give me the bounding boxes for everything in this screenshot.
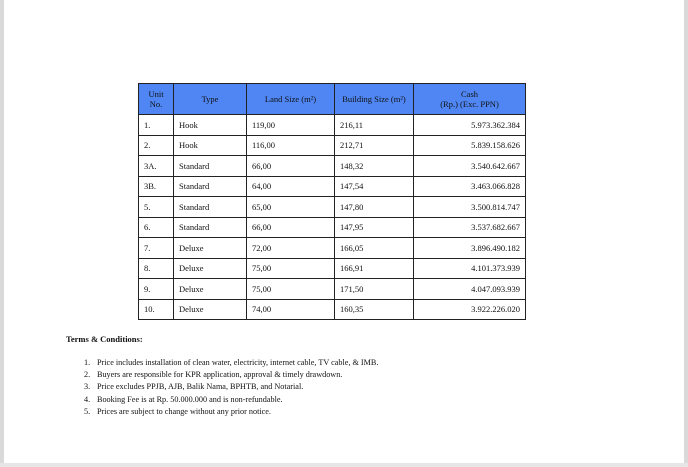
page-edge-right <box>684 0 688 467</box>
terms-item <box>84 394 378 406</box>
page-edge-left <box>0 0 4 467</box>
table-row <box>139 238 526 259</box>
land-size-cell: 64,00 <box>247 176 335 197</box>
type-cell: Deluxe <box>174 258 247 279</box>
header-row <box>139 84 526 115</box>
table-row <box>139 279 526 300</box>
header-cash-label: Cash (Rp.) (Exc. PPN) <box>440 89 499 109</box>
unit-no-cell: 3A. <box>139 156 174 177</box>
land-size-cell: 74,00 <box>247 299 335 320</box>
cash-price-cell: 3.463.066.828 <box>414 176 526 197</box>
terms-item <box>84 406 378 418</box>
land-size-cell: 75,00 <box>247 258 335 279</box>
cash-price-cell: 4.101.373.939 <box>414 258 526 279</box>
land-size-cell: 72,00 <box>247 238 335 259</box>
type-cell: Hook <box>174 115 247 136</box>
cash-price-cell: 3.540.642.667 <box>414 156 526 177</box>
terms-item-number: 3. <box>84 382 91 392</box>
table-body <box>139 115 526 320</box>
header-land-size: Land Size (m²) <box>247 84 335 115</box>
type-cell: Standard <box>174 197 247 218</box>
building-size-cell: 147,54 <box>335 176 414 197</box>
header-type: Type <box>174 84 247 115</box>
cash-price-cell: 4.047.093.939 <box>414 279 526 300</box>
unit-no-cell: 8. <box>139 258 174 279</box>
terms-list <box>84 357 378 418</box>
land-size-cell: 66,00 <box>247 217 335 238</box>
cash-price-cell: 3.922.226.020 <box>414 299 526 320</box>
terms-item <box>84 369 378 381</box>
terms-item-number: 4. <box>84 394 91 404</box>
table-row <box>139 135 526 156</box>
type-cell: Standard <box>174 217 247 238</box>
land-size-cell: 66,00 <box>247 156 335 177</box>
unit-no-cell: 6. <box>139 217 174 238</box>
type-cell: Deluxe <box>174 279 247 300</box>
land-size-cell: 75,00 <box>247 279 335 300</box>
building-size-cell: 216,11 <box>335 115 414 136</box>
cash-price-cell: 5.973.362.384 <box>414 115 526 136</box>
table-row <box>139 217 526 238</box>
terms-item-number: 2. <box>84 370 91 380</box>
table-row <box>139 299 526 320</box>
unit-no-cell: 1. <box>139 115 174 136</box>
table-row <box>139 115 526 136</box>
building-size-cell: 147,95 <box>335 217 414 238</box>
terms-item-text: Booking Fee is at Rp. 50.000.000 and is non-refundable. <box>97 394 283 404</box>
cash-price-cell: 3.896.490.182 <box>414 238 526 259</box>
table-row <box>139 258 526 279</box>
type-cell: Standard <box>174 176 247 197</box>
unit-no-cell: 3B. <box>139 176 174 197</box>
terms-item-text: Price includes installation of clean water, electricity, internet cable, TV cable, & IMB. <box>97 358 379 367</box>
terms-item-text: Buyers are responsible for KPR application, approval & timely drawdown. <box>97 370 343 380</box>
building-size-cell: 147,80 <box>335 197 414 218</box>
land-size-cell: 119,00 <box>247 115 335 136</box>
unit-no-cell: 10. <box>139 299 174 320</box>
building-size-cell: 212,71 <box>335 135 414 156</box>
terms-item <box>84 381 378 393</box>
terms-item-text: Price excludes PPJB, AJB, Balik Nama, BPHTB, and Notarial. <box>97 382 304 392</box>
type-cell: Hook <box>174 135 247 156</box>
land-size-cell: 65,00 <box>247 197 335 218</box>
type-cell: Deluxe <box>174 299 247 320</box>
land-size-cell: 116,00 <box>247 135 335 156</box>
building-size-cell: 166,05 <box>335 238 414 259</box>
terms-item-text: Prices are subject to change without any prior notice. <box>97 406 271 416</box>
building-size-cell: 148,32 <box>335 156 414 177</box>
terms-item-number: 5. <box>84 406 91 416</box>
header-cash <box>414 84 526 115</box>
unit-no-cell: 2. <box>139 135 174 156</box>
terms-item <box>84 357 378 369</box>
unit-no-cell: 9. <box>139 279 174 300</box>
type-cell: Standard <box>174 156 247 177</box>
header-unit-no <box>139 84 174 115</box>
building-size-cell: 166,91 <box>335 258 414 279</box>
page-edge-bottom <box>0 463 688 467</box>
header-unit-no-label: Unit No. <box>148 89 164 109</box>
unit-no-cell: 5. <box>139 197 174 218</box>
building-size-cell: 160,35 <box>335 299 414 320</box>
type-cell: Deluxe <box>174 238 247 259</box>
cash-price-cell: 3.537.682.667 <box>414 217 526 238</box>
terms-item-number: 1. <box>84 358 91 367</box>
price-list-table <box>138 83 526 320</box>
table-header <box>139 84 526 115</box>
terms-title: Terms & Conditions: <box>66 334 143 344</box>
cash-price-cell: 3.500.814.747 <box>414 197 526 218</box>
header-building-size: Building Size (m²) <box>335 84 414 115</box>
building-size-cell: 171,50 <box>335 279 414 300</box>
cash-price-cell: 5.839.158.626 <box>414 135 526 156</box>
unit-no-cell: 7. <box>139 238 174 259</box>
table-row <box>139 156 526 177</box>
table-row <box>139 197 526 218</box>
table-row <box>139 176 526 197</box>
